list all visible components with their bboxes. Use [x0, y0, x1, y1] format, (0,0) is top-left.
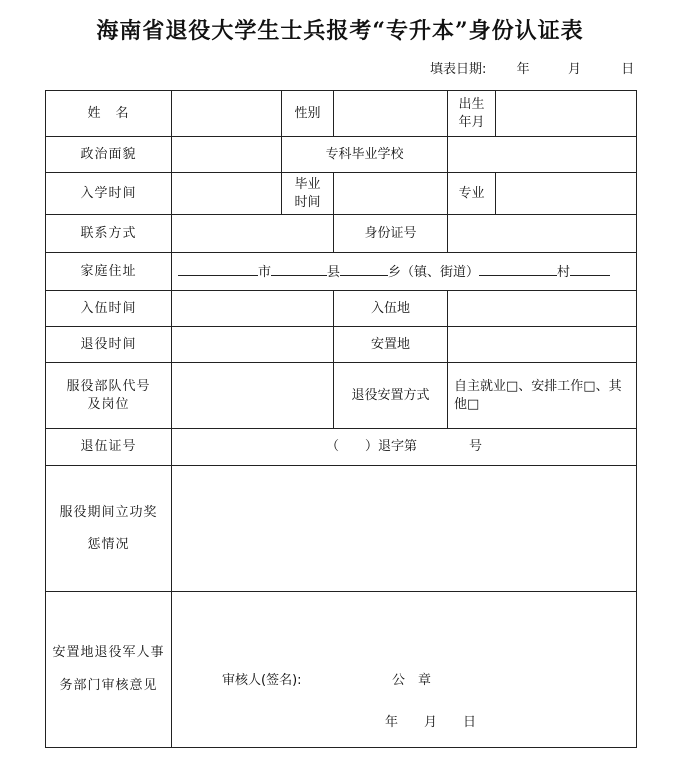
- gender-label: 性别: [282, 91, 334, 137]
- graduation-field[interactable]: [334, 173, 448, 215]
- gender-field[interactable]: [334, 91, 448, 137]
- address-town: 乡（镇、街道）: [388, 265, 480, 281]
- politics-label: 政治面貌: [46, 137, 172, 173]
- enroll-label: 入学时间: [46, 173, 172, 215]
- seal-label: 公 章: [392, 673, 432, 688]
- address-label: 家庭住址: [46, 253, 172, 291]
- settle-place-label: 安置地: [334, 327, 448, 363]
- unit-code-label: 服役部队代号及岗位: [46, 363, 172, 429]
- fill-date-day: 日: [621, 62, 635, 77]
- fill-date-label: 填表日期:: [430, 62, 487, 77]
- unit-code-field[interactable]: [172, 363, 334, 429]
- cert-label: 退伍证号: [46, 429, 172, 466]
- enroll-field[interactable]: [172, 173, 282, 215]
- id-label: 身份证号: [334, 215, 448, 253]
- retire-time-field[interactable]: [172, 327, 334, 363]
- address-county: 县: [327, 265, 341, 281]
- page-title: 海南省退役大学生士兵报考“专升本”身份认证表: [96, 18, 584, 44]
- merit-label: 服役期间立功奖惩情况: [46, 466, 172, 592]
- contact-field[interactable]: [172, 215, 334, 253]
- enlist-place-field[interactable]: [448, 291, 637, 327]
- birth-field[interactable]: [496, 91, 637, 137]
- address-village: 村: [557, 265, 571, 281]
- enlist-time-field[interactable]: [172, 291, 334, 327]
- certification-form: [45, 90, 637, 748]
- graduation-label: 毕业时间: [282, 173, 334, 215]
- enlist-time-label: 入伍时间: [46, 291, 172, 327]
- fill-date-month: 月: [567, 62, 581, 77]
- reviewer-label: 审核人(签名):: [222, 673, 302, 688]
- college-label: 专科毕业学校: [282, 137, 448, 173]
- major-label: 专业: [448, 173, 496, 215]
- cert-field[interactable]: （ ）退字第 号: [172, 429, 637, 466]
- id-field[interactable]: [448, 215, 637, 253]
- contact-label: 联系方式: [46, 215, 172, 253]
- major-field[interactable]: [496, 173, 637, 215]
- settle-place-field[interactable]: [448, 327, 637, 363]
- retire-time-label: 退役时间: [46, 327, 172, 363]
- settle-options[interactable]: 自主就业□、安排工作□、其他□: [448, 363, 637, 429]
- merit-field[interactable]: [172, 466, 637, 592]
- settle-method-label: 退役安置方式: [334, 363, 448, 429]
- college-field[interactable]: [448, 137, 637, 173]
- dept-opinion-label: 安置地退役军人事务部门审核意见: [46, 592, 172, 748]
- birth-label: 出生年月: [448, 91, 496, 137]
- dept-opinion-field[interactable]: [172, 592, 637, 748]
- fill-date-year: 年: [516, 62, 530, 77]
- politics-field[interactable]: [172, 137, 282, 173]
- fill-date: [430, 58, 634, 77]
- address-city: 市: [258, 265, 272, 281]
- address-field[interactable]: [172, 253, 637, 291]
- sign-date: 年 月 日: [385, 715, 477, 730]
- enlist-place-label: 入伍地: [334, 291, 448, 327]
- name-label: 姓 名: [46, 91, 172, 137]
- name-field[interactable]: [172, 91, 282, 137]
